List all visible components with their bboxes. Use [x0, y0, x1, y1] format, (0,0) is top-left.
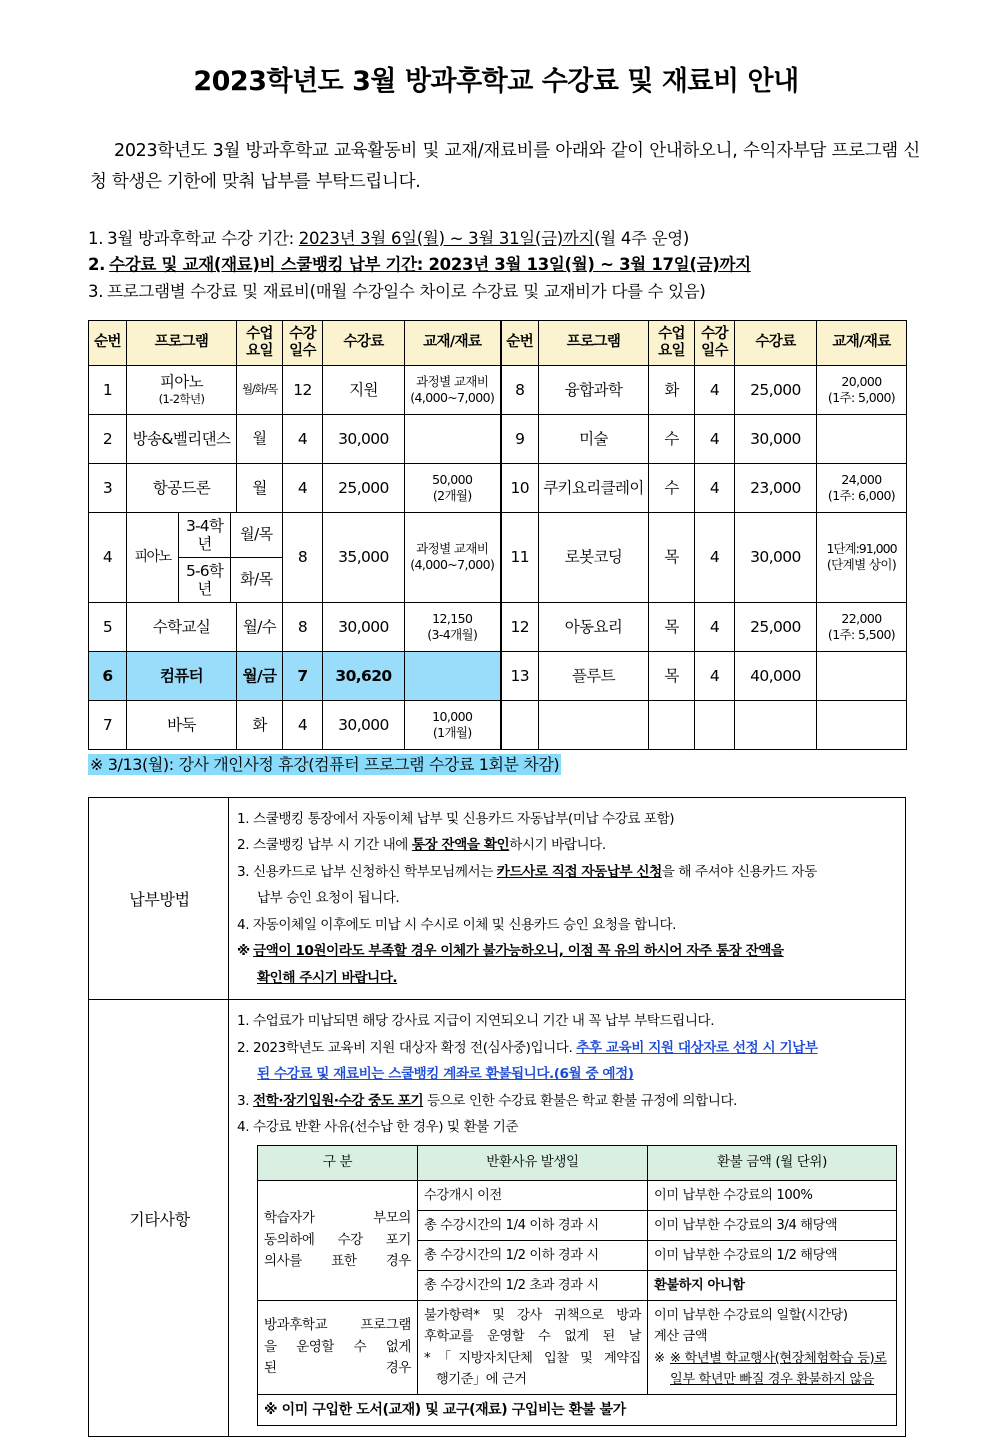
header-day-left-line1: 수업	[246, 325, 273, 342]
list-item-pre: 2023학년도 교육비 지원 대상자 확정 전(심사중)입니다.	[253, 1039, 577, 1056]
notice-1-period: 2023년 3월 6일(월) ~ 3월 31일(금)까지	[298, 228, 595, 248]
refund-table-container	[237, 1141, 899, 1428]
cell-program: 융합과학	[539, 365, 649, 414]
guidelines-table	[88, 797, 906, 1437]
notice-3-number: 3.	[88, 282, 104, 302]
header-days-right	[695, 320, 735, 365]
cell-days: 12	[283, 365, 323, 414]
cell-material	[405, 463, 501, 512]
warning-text-line1: 금액이 10원이라도 부족할 경우 이체가 불가능하오니, 이점 꼭 유의 하시어 자주 통장 잔액을	[253, 943, 784, 960]
cell-days: 4	[283, 700, 323, 749]
list-item	[237, 912, 899, 939]
cell-material	[817, 365, 907, 414]
cell-fee: 25,000	[323, 463, 405, 512]
list-item	[237, 1088, 899, 1115]
refund-amount-line2: 계산 금액	[654, 1329, 708, 1345]
cell-material	[817, 512, 907, 602]
header-days-right-line2: 일수	[701, 342, 728, 359]
refund-amount-note-line1: ※ 학년별 학교행사(현장체험학습 등)로	[670, 1350, 887, 1366]
header-day-right-line1: 수업	[658, 325, 685, 342]
cell-material-line1: 1단계:91,000	[826, 541, 897, 557]
cell-no: 9	[501, 414, 539, 463]
cell-material-line1: 50,000	[432, 471, 473, 487]
notice-2-number: 2.	[88, 255, 106, 275]
cell-material-line2: (4,000~7,000)	[410, 389, 495, 405]
cell-no: 6	[89, 651, 127, 700]
cell-no	[501, 700, 539, 749]
cell-fee: 25,000	[735, 365, 817, 414]
cell-program-name: 피아노	[127, 513, 179, 602]
cell-no: 7	[89, 700, 127, 749]
cell-material-line2: (2개월)	[432, 487, 472, 503]
header-days-left-line1: 수강	[289, 325, 316, 342]
cell-material-line1: 10,000	[432, 708, 473, 724]
cell-material	[817, 602, 907, 651]
cell-program: 로봇코딩	[539, 512, 649, 602]
cell-days	[695, 700, 735, 749]
refund-category-line2: 을 운영할 수 없게	[264, 1338, 411, 1355]
refund-footer-text: ※ 이미 구입한 도서(교재) 및 교구(재료) 구입비는 환불 불가	[258, 1394, 897, 1425]
cell-day: 월/금	[237, 651, 283, 700]
header-day-right-line2: 요일	[658, 342, 685, 359]
refund-reason: 총 수강시간의 1/2 이하 경과 시	[418, 1241, 648, 1271]
cell-no: 10	[501, 463, 539, 512]
refund-category-line3: 된 경우	[264, 1360, 411, 1377]
cell-program: 아동요리	[539, 602, 649, 651]
list-item-number: 1.	[237, 1013, 250, 1030]
refund-amount-note-line2: 일부 학년만 빠질 경우 환불하지 않음	[670, 1371, 875, 1387]
cell-day: 화	[649, 365, 695, 414]
cell-no: 12	[501, 602, 539, 651]
refund-amount: 환불하지 아니함	[648, 1271, 897, 1301]
cell-material-line2: (1주: 5,500)	[827, 626, 896, 642]
page-title: 2023학년도 3월 방과후학교 수강료 및 재료비 안내	[193, 66, 799, 97]
header-day-left	[237, 320, 283, 365]
cell-material-line2: (1주: 6,000)	[827, 487, 896, 503]
table-row	[89, 414, 907, 463]
cell-day: 목	[649, 512, 695, 602]
header-days-left-line2: 일수	[289, 342, 316, 359]
list-item-post: 등으로 인한 수강료 환불은 학교 환불 규정에 의합니다.	[423, 1092, 738, 1109]
cell-no: 4	[89, 512, 127, 602]
other-matters-row	[89, 1000, 906, 1437]
cell-material-line1: 24,000	[841, 471, 882, 487]
list-item	[237, 806, 899, 833]
program-table-header-row	[89, 320, 907, 365]
refund-reason: 총 수강시간의 1/4 이하 경과 시	[418, 1210, 648, 1240]
cell-day: 월	[237, 463, 283, 512]
cell-days: 4	[695, 651, 735, 700]
refund-header-amount: 환불 금액 (월 단위)	[648, 1145, 897, 1180]
list-item-emphasis: 카드사로 직접 자동납부 신청	[496, 863, 662, 880]
header-days-right-line1: 수강	[701, 325, 728, 342]
cell-fee: 30,000	[323, 414, 405, 463]
cell-fee: 40,000	[735, 651, 817, 700]
other-matters-label: 기타사항	[89, 1000, 229, 1437]
refund-row	[258, 1301, 897, 1395]
cell-material	[405, 512, 501, 602]
header-program-right: 프로그램	[539, 320, 649, 365]
cell-material	[405, 365, 501, 414]
refund-reason-group2	[418, 1301, 648, 1395]
list-item-warning	[237, 938, 899, 965]
cell-material-line1: 22,000	[841, 610, 882, 626]
refund-category-line3: 의사를 표한 경우	[264, 1253, 411, 1270]
header-day-left-line2: 요일	[246, 342, 273, 359]
list-item-continuation	[237, 1061, 899, 1088]
list-item-text: 스쿨뱅킹 통장에서 자동이체 납부 및 신용카드 자동납부(미납 수강료 포함)	[253, 810, 675, 827]
refund-row	[258, 1180, 897, 1210]
cell-no: 11	[501, 512, 539, 602]
cell-material-line2: (1개월)	[432, 724, 472, 740]
cell-material-line1: 20,000	[841, 373, 882, 389]
refund-header-category: 구 분	[258, 1145, 418, 1180]
cell-days: 8	[283, 602, 323, 651]
cell-program	[127, 365, 237, 414]
intro-paragraph: 2023학년도 3월 방과후학교 교육활동비 및 교재/재료비를 아래와 같이 안내하오니, 수익자부담 프로그램 신청 학생은 기한에 맞춰 납부를 부탁드립니다.	[90, 141, 920, 193]
list-item-emphasis: 통장 잔액을 확인	[411, 837, 510, 854]
cell-program-sub: (1-2학년)	[158, 392, 205, 407]
cell-day-b: 화/목	[230, 557, 282, 602]
cell-material	[817, 651, 907, 700]
cell-day: 목	[649, 602, 695, 651]
cell-days: 7	[283, 651, 323, 700]
notice-item-2	[88, 252, 992, 279]
cell-program: 쿠키요리클레이	[539, 463, 649, 512]
cell-days: 4	[283, 414, 323, 463]
header-no-right: 순번	[501, 320, 539, 365]
cell-material	[405, 602, 501, 651]
notice-item-3	[88, 279, 992, 306]
cell-material	[405, 651, 501, 700]
cell-day: 월/수	[237, 602, 283, 651]
refund-reason: 총 수강시간의 1/2 초과 경과 시	[418, 1271, 648, 1301]
header-fee-right: 수강료	[735, 320, 817, 365]
cell-program: 플루트	[539, 651, 649, 700]
cell-program: 컴퓨터	[127, 651, 237, 700]
list-item-post: 을 해 주셔야 신용카드 자동	[661, 863, 817, 880]
list-item-text: 자동이체일 이후에도 미납 시 수시로 이체 및 신용카드 승인 요청을 합니다.	[253, 916, 677, 933]
payment-method-row	[89, 797, 906, 1000]
table-row-highlighted	[89, 651, 907, 700]
list-item-link-line1: 추후 교육비 지원 대상자로 선정 시 기납부	[576, 1039, 818, 1056]
cell-material-line1: 12,150	[432, 610, 473, 626]
cell-program: 수학교실	[127, 602, 237, 651]
list-item	[237, 1035, 899, 1062]
list-item	[237, 1114, 899, 1141]
cell-program: 방송&벨리댄스	[127, 414, 237, 463]
cell-day: 월/화/목	[237, 365, 283, 414]
notice-1-number: 1.	[88, 228, 104, 248]
list-item-number: 2.	[237, 837, 250, 854]
cell-day-a: 월/목	[230, 513, 282, 558]
cell-fee: 23,000	[735, 463, 817, 512]
refund-header-row	[258, 1145, 897, 1180]
cell-fee: 30,000	[323, 602, 405, 651]
payment-method-body	[229, 797, 906, 1000]
list-item-post: 하시기 바랍니다.	[509, 837, 606, 854]
cell-fee: 30,000	[735, 512, 817, 602]
holiday-note-text: ※ 3/13(월): 강사 개인사정 휴강(컴퓨터 프로그램 수강료 1회분 차감)	[90, 754, 560, 774]
cell-days: 4	[695, 365, 735, 414]
list-item-number: 4.	[237, 1119, 250, 1136]
cell-day: 수	[649, 414, 695, 463]
cell-material-line1: 과정별 교재비	[416, 541, 489, 557]
cell-fee: 30,000	[735, 414, 817, 463]
refund-amount: 이미 납부한 수강료의 3/4 해당액	[648, 1210, 897, 1240]
cell-material-line2: (4,000~7,000)	[410, 557, 495, 573]
cell-program: 미술	[539, 414, 649, 463]
notice-list	[0, 198, 992, 306]
refund-amount: 이미 납부한 수강료의 1/2 해당액	[648, 1241, 897, 1271]
cell-material-line2: (3-4개월)	[427, 626, 478, 642]
cell-grade-a: 3-4학년	[179, 513, 231, 558]
refund-category-group2	[258, 1301, 418, 1395]
cell-days: 4	[695, 414, 735, 463]
refund-reason-line4: 행기준」에 근거	[436, 1371, 527, 1387]
list-item	[237, 859, 899, 886]
cell-material	[817, 463, 907, 512]
cell-day: 월	[237, 414, 283, 463]
header-no-left: 순번	[89, 320, 127, 365]
header-fee-left: 수강료	[323, 320, 405, 365]
list-item-number: 3.	[237, 863, 250, 880]
cell-day	[649, 700, 695, 749]
refund-footer-row	[258, 1394, 897, 1425]
cell-program-name: 피아노	[159, 372, 204, 391]
other-matters-body	[229, 1000, 906, 1437]
refund-amount: 이미 납부한 수강료의 100%	[648, 1180, 897, 1210]
cell-material-line1: 과정별 교재비	[416, 373, 489, 389]
info-table-container	[0, 775, 992, 1437]
list-item	[237, 1008, 899, 1035]
cell-days: 4	[695, 602, 735, 651]
warning-continuation	[237, 965, 899, 992]
list-item-number: 3.	[237, 1092, 250, 1109]
cell-material	[817, 700, 907, 749]
list-item-text: 수강료 반환 사유(선수납 한 경우) 및 환불 기준	[253, 1119, 519, 1136]
holiday-note	[0, 750, 992, 775]
refund-reason: 수강개시 이전	[418, 1180, 648, 1210]
refund-amount-line4	[654, 1369, 890, 1390]
table-row	[89, 700, 907, 749]
cell-material	[405, 414, 501, 463]
cell-days: 4	[283, 463, 323, 512]
list-item-link-line2: 된 수강료 및 재료비는 스쿨뱅킹 계좌로 환불됩니다.(6월 중 예정)	[257, 1066, 634, 1083]
program-table-container	[0, 306, 992, 750]
cell-fee: 25,000	[735, 602, 817, 651]
notice-1-label: 3월 방과후학교 수강 기간:	[107, 228, 294, 248]
cell-day: 화	[237, 700, 283, 749]
cell-no: 8	[501, 365, 539, 414]
list-item-number: 4.	[237, 916, 250, 933]
cell-material	[405, 700, 501, 749]
refund-header-reason: 반환사유 발생일	[418, 1145, 648, 1180]
refund-reason-line1: 불가항력* 및 강사 귀책으로 방과	[424, 1308, 641, 1324]
cell-no: 13	[501, 651, 539, 700]
refund-category-line1: 학습자가 부모의	[264, 1210, 411, 1227]
refund-amount-group2	[648, 1301, 897, 1395]
cell-no: 3	[89, 463, 127, 512]
refund-reason-line3: *「지방자치단체 입찰 및 계약집	[424, 1350, 641, 1366]
list-item-pre: 신용카드로 납부 신청하신 학부모님께서는	[253, 863, 497, 880]
refund-category-line2: 동의하에 수강 포기	[264, 1231, 411, 1248]
cell-no: 2	[89, 414, 127, 463]
cell-fee: 지원	[323, 365, 405, 414]
notice-3-text: 프로그램별 수강료 및 재료비(매월 수강일수 차이로 수강료 및 교재비가 다를 수 있음)	[107, 282, 706, 302]
cell-program	[539, 700, 649, 749]
header-material-left: 교재/재료	[405, 320, 501, 365]
notice-2-text: 수강료 및 교재(재료)비 스쿨뱅킹 납부 기간: 2023년 3월 13일(월) ~ 3월 17일(금)까지	[109, 255, 751, 275]
refund-policy-table	[257, 1145, 897, 1426]
refund-amount-line1: 이미 납부한 수강료의 일할(시간당)	[654, 1308, 848, 1324]
list-item-text: 수업료가 미납되면 해당 강사료 지급이 지연되오니 기간 내 꼭 납부 부탁드립니다.	[253, 1013, 715, 1030]
list-item	[237, 832, 899, 859]
list-item-number: 2.	[237, 1039, 250, 1056]
notice-1-tail: (월 4주 운영)	[594, 228, 690, 248]
cell-material-line2: (단계별 상이)	[826, 557, 897, 573]
header-day-right	[649, 320, 695, 365]
table-row	[89, 365, 907, 414]
cell-fee: 30,620	[323, 651, 405, 700]
warning-mark-icon: ※	[237, 943, 250, 960]
cell-day: 목	[649, 651, 695, 700]
header-material-right: 교재/재료	[817, 320, 907, 365]
table-row	[89, 602, 907, 651]
cell-fee: 30,000	[323, 700, 405, 749]
cell-material	[817, 414, 907, 463]
warning-text-line2: 확인해 주시기 바랍니다.	[257, 969, 398, 986]
program-fee-table	[88, 320, 907, 750]
notice-item-1	[88, 226, 992, 253]
cell-program-split	[127, 512, 283, 602]
table-row	[89, 463, 907, 512]
refund-category-line1: 방과후학교 프로그램	[264, 1317, 411, 1334]
refund-category-group1	[258, 1180, 418, 1301]
table-row	[89, 512, 907, 602]
cell-program: 바둑	[127, 700, 237, 749]
header-program-left: 프로그램	[127, 320, 237, 365]
cell-no: 5	[89, 602, 127, 651]
refund-reason-line2: 후학교를 운영할 수 없게 된 날	[424, 1329, 641, 1345]
header-days-left	[283, 320, 323, 365]
cell-days: 4	[695, 463, 735, 512]
cell-days: 4	[695, 512, 735, 602]
cell-no: 1	[89, 365, 127, 414]
cell-program: 항공드론	[127, 463, 237, 512]
cell-grade-b: 5-6학년	[179, 557, 231, 602]
list-item-number: 1.	[237, 810, 250, 827]
note-mark-icon: ※	[654, 1350, 665, 1366]
list-item-pre: 스쿨뱅킹 납부 시 기간 내에	[253, 837, 412, 854]
payment-method-label: 납부방법	[89, 797, 229, 1000]
list-item-continuation: 납부 승인 요청이 됩니다.	[257, 890, 400, 907]
refund-amount-line3	[654, 1348, 890, 1369]
cell-fee: 35,000	[323, 512, 405, 602]
cell-days: 8	[283, 512, 323, 602]
cell-material-line2: (1주: 5,000)	[827, 389, 896, 405]
cell-fee	[735, 700, 817, 749]
cell-day: 수	[649, 463, 695, 512]
list-item-emphasis: 전학·장기입원·수강 중도 포기	[253, 1092, 424, 1109]
grade-split-table	[127, 513, 282, 602]
